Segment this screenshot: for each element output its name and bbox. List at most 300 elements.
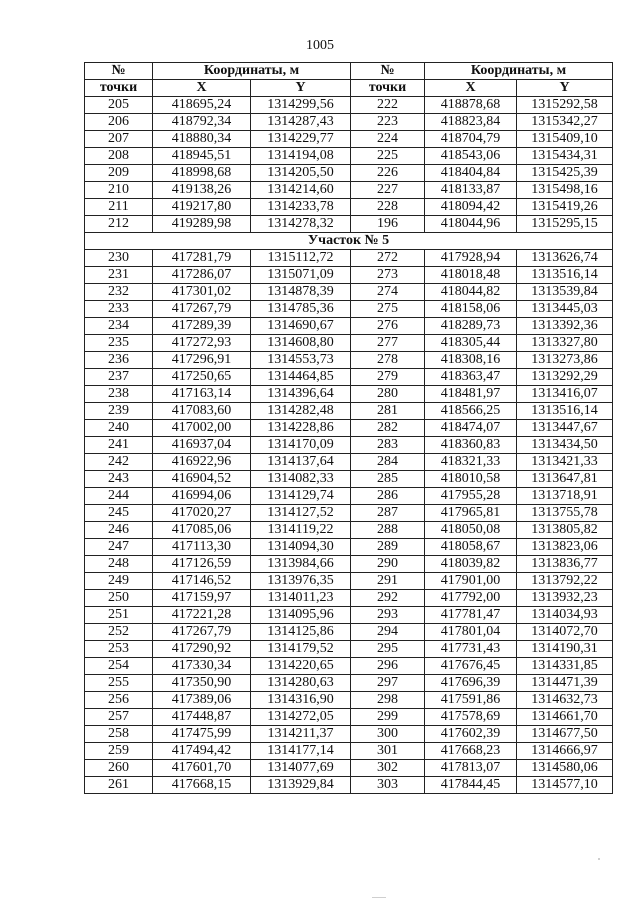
point-num-right: 273 xyxy=(351,267,425,284)
point-num-left: 247 xyxy=(85,539,153,556)
y-coord-left: 1313984,66 xyxy=(251,556,351,573)
point-num-left: 209 xyxy=(85,165,153,182)
header-coords-right: Координаты, м xyxy=(425,63,613,80)
x-coord-left: 417494,42 xyxy=(153,743,251,760)
x-coord-left: 417475,99 xyxy=(153,726,251,743)
point-num-left: 205 xyxy=(85,97,153,114)
point-num-right: 301 xyxy=(351,743,425,760)
header-points-right: точки xyxy=(351,80,425,97)
point-num-left: 252 xyxy=(85,624,153,641)
x-coord-right: 418474,07 xyxy=(425,420,517,437)
y-coord-right: 1314034,93 xyxy=(517,607,613,624)
y-coord-right: 1313445,03 xyxy=(517,301,613,318)
point-num-right: 280 xyxy=(351,386,425,403)
point-num-right: 222 xyxy=(351,97,425,114)
section-divider xyxy=(85,233,613,250)
rows-after-section xyxy=(85,250,613,794)
x-coord-left: 417330,34 xyxy=(153,658,251,675)
y-coord-right: 1315419,26 xyxy=(517,199,613,216)
y-coord-left: 1314553,73 xyxy=(251,352,351,369)
table-row xyxy=(85,182,613,199)
point-num-right: 275 xyxy=(351,301,425,318)
point-num-right: 276 xyxy=(351,318,425,335)
y-coord-right: 1313516,14 xyxy=(517,267,613,284)
table-header xyxy=(85,63,613,97)
table-row xyxy=(85,148,613,165)
point-num-left: 250 xyxy=(85,590,153,607)
y-coord-left: 1314278,32 xyxy=(251,216,351,233)
point-num-right: 225 xyxy=(351,148,425,165)
x-coord-left: 417296,91 xyxy=(153,352,251,369)
y-coord-left: 1314220,65 xyxy=(251,658,351,675)
x-coord-right: 417602,39 xyxy=(425,726,517,743)
point-num-right: 300 xyxy=(351,726,425,743)
point-num-right: 284 xyxy=(351,454,425,471)
table-row xyxy=(85,641,613,658)
x-coord-right: 417928,94 xyxy=(425,250,517,267)
point-num-right: 282 xyxy=(351,420,425,437)
x-coord-right: 417901,00 xyxy=(425,573,517,590)
y-coord-left: 1314785,36 xyxy=(251,301,351,318)
y-coord-left: 1314464,85 xyxy=(251,369,351,386)
y-coord-right: 1315409,10 xyxy=(517,131,613,148)
table-row xyxy=(85,369,613,386)
table-row xyxy=(85,165,613,182)
point-num-right: 297 xyxy=(351,675,425,692)
section-row xyxy=(85,233,613,250)
point-num-right: 287 xyxy=(351,505,425,522)
y-coord-right: 1315292,58 xyxy=(517,97,613,114)
point-num-right: 294 xyxy=(351,624,425,641)
x-coord-left: 417290,92 xyxy=(153,641,251,658)
y-coord-right: 1314471,39 xyxy=(517,675,613,692)
y-coord-left: 1314095,96 xyxy=(251,607,351,624)
table-row xyxy=(85,454,613,471)
x-coord-left: 417085,06 xyxy=(153,522,251,539)
x-coord-right: 417955,28 xyxy=(425,488,517,505)
point-num-left: 206 xyxy=(85,114,153,131)
point-num-right: 274 xyxy=(351,284,425,301)
table-row xyxy=(85,556,613,573)
point-num-left: 253 xyxy=(85,641,153,658)
x-coord-left: 417163,14 xyxy=(153,386,251,403)
y-coord-right: 1313626,74 xyxy=(517,250,613,267)
x-coord-left: 417448,87 xyxy=(153,709,251,726)
x-coord-right: 418363,47 xyxy=(425,369,517,386)
point-num-right: 283 xyxy=(351,437,425,454)
x-coord-right: 418481,97 xyxy=(425,386,517,403)
x-coord-right: 418566,25 xyxy=(425,403,517,420)
table-row xyxy=(85,692,613,709)
y-coord-right: 1313823,06 xyxy=(517,539,613,556)
table-row xyxy=(85,250,613,267)
point-num-right: 277 xyxy=(351,335,425,352)
table-row xyxy=(85,573,613,590)
point-num-left: 248 xyxy=(85,556,153,573)
y-coord-left: 1314170,09 xyxy=(251,437,351,454)
header-num-right: № xyxy=(351,63,425,80)
y-coord-right: 1314677,50 xyxy=(517,726,613,743)
point-num-right: 196 xyxy=(351,216,425,233)
x-coord-right: 418289,73 xyxy=(425,318,517,335)
point-num-right: 295 xyxy=(351,641,425,658)
y-coord-right: 1314580,06 xyxy=(517,760,613,777)
header-y-right: Y xyxy=(517,80,613,97)
y-coord-left: 1314299,56 xyxy=(251,97,351,114)
point-num-right: 302 xyxy=(351,760,425,777)
table-row xyxy=(85,386,613,403)
x-coord-right: 418543,06 xyxy=(425,148,517,165)
x-coord-right: 417844,45 xyxy=(425,777,517,794)
y-coord-left: 1314214,60 xyxy=(251,182,351,199)
y-coord-left: 1314179,52 xyxy=(251,641,351,658)
x-coord-left: 416922,96 xyxy=(153,454,251,471)
y-coord-left: 1314129,74 xyxy=(251,488,351,505)
x-coord-left: 417159,97 xyxy=(153,590,251,607)
x-coord-left: 417267,79 xyxy=(153,301,251,318)
header-x-left: X xyxy=(153,80,251,97)
point-num-right: 303 xyxy=(351,777,425,794)
y-coord-left: 1314011,23 xyxy=(251,590,351,607)
point-num-left: 241 xyxy=(85,437,153,454)
header-row-1 xyxy=(85,63,613,80)
y-coord-right: 1313292,29 xyxy=(517,369,613,386)
point-num-left: 257 xyxy=(85,709,153,726)
point-num-right: 278 xyxy=(351,352,425,369)
table-row xyxy=(85,301,613,318)
y-coord-left: 1314690,67 xyxy=(251,318,351,335)
x-coord-left: 418695,24 xyxy=(153,97,251,114)
table-row xyxy=(85,777,613,794)
table-row xyxy=(85,114,613,131)
x-coord-left: 419217,80 xyxy=(153,199,251,216)
y-coord-left: 1314282,48 xyxy=(251,403,351,420)
header-y-left: Y xyxy=(251,80,351,97)
header-num-left: № xyxy=(85,63,153,80)
table-row xyxy=(85,743,613,760)
y-coord-left: 1314878,39 xyxy=(251,284,351,301)
x-coord-right: 417676,45 xyxy=(425,658,517,675)
point-num-right: 298 xyxy=(351,692,425,709)
point-num-left: 256 xyxy=(85,692,153,709)
y-coord-left: 1314280,63 xyxy=(251,675,351,692)
point-num-left: 249 xyxy=(85,573,153,590)
point-num-left: 255 xyxy=(85,675,153,692)
x-coord-right: 418308,16 xyxy=(425,352,517,369)
y-coord-left: 1314177,14 xyxy=(251,743,351,760)
x-coord-left: 417601,70 xyxy=(153,760,251,777)
x-coord-left: 417083,60 xyxy=(153,403,251,420)
x-coord-right: 417965,81 xyxy=(425,505,517,522)
y-coord-left: 1314119,22 xyxy=(251,522,351,539)
table-row xyxy=(85,488,613,505)
x-coord-left: 417113,30 xyxy=(153,539,251,556)
x-coord-left: 417020,27 xyxy=(153,505,251,522)
y-coord-right: 1313836,77 xyxy=(517,556,613,573)
x-coord-left: 418945,51 xyxy=(153,148,251,165)
point-num-left: 236 xyxy=(85,352,153,369)
y-coord-right: 1313932,23 xyxy=(517,590,613,607)
point-num-left: 211 xyxy=(85,199,153,216)
y-coord-left: 1313929,84 xyxy=(251,777,351,794)
table-row xyxy=(85,675,613,692)
y-coord-right: 1313327,80 xyxy=(517,335,613,352)
point-num-left: 233 xyxy=(85,301,153,318)
y-coord-right: 1313447,67 xyxy=(517,420,613,437)
point-num-left: 237 xyxy=(85,369,153,386)
point-num-right: 227 xyxy=(351,182,425,199)
y-coord-right: 1313416,07 xyxy=(517,386,613,403)
x-coord-right: 417696,39 xyxy=(425,675,517,692)
point-num-left: 242 xyxy=(85,454,153,471)
x-coord-right: 418018,48 xyxy=(425,267,517,284)
y-coord-left: 1314127,52 xyxy=(251,505,351,522)
point-num-left: 235 xyxy=(85,335,153,352)
y-coord-right: 1315342,27 xyxy=(517,114,613,131)
x-coord-right: 418044,82 xyxy=(425,284,517,301)
x-coord-right: 418050,08 xyxy=(425,522,517,539)
y-coord-left: 1315071,09 xyxy=(251,267,351,284)
point-num-right: 286 xyxy=(351,488,425,505)
y-coord-right: 1313539,84 xyxy=(517,284,613,301)
y-coord-right: 1314190,31 xyxy=(517,641,613,658)
point-num-left: 232 xyxy=(85,284,153,301)
section-title: Участок № 5 xyxy=(85,233,613,250)
y-coord-right: 1313434,50 xyxy=(517,437,613,454)
table-row xyxy=(85,624,613,641)
x-coord-left: 417146,52 xyxy=(153,573,251,590)
point-num-left: 239 xyxy=(85,403,153,420)
x-coord-left: 417250,65 xyxy=(153,369,251,386)
point-num-right: 292 xyxy=(351,590,425,607)
table-row xyxy=(85,607,613,624)
table-row xyxy=(85,760,613,777)
table-row xyxy=(85,437,613,454)
point-num-right: 290 xyxy=(351,556,425,573)
point-num-left: 231 xyxy=(85,267,153,284)
x-coord-left: 416937,04 xyxy=(153,437,251,454)
table-row xyxy=(85,284,613,301)
x-coord-right: 417668,23 xyxy=(425,743,517,760)
x-coord-left: 417301,02 xyxy=(153,284,251,301)
y-coord-right: 1313421,33 xyxy=(517,454,613,471)
y-coord-right: 1313805,82 xyxy=(517,522,613,539)
table-row xyxy=(85,318,613,335)
y-coord-left: 1314233,78 xyxy=(251,199,351,216)
point-num-right: 281 xyxy=(351,403,425,420)
x-coord-left: 416994,06 xyxy=(153,488,251,505)
y-coord-left: 1314211,37 xyxy=(251,726,351,743)
y-coord-left: 1313976,35 xyxy=(251,573,351,590)
x-coord-left: 418792,34 xyxy=(153,114,251,131)
x-coord-right: 418321,33 xyxy=(425,454,517,471)
header-x-right: X xyxy=(425,80,517,97)
y-coord-right: 1313755,78 xyxy=(517,505,613,522)
table-row xyxy=(85,97,613,114)
point-num-left: 261 xyxy=(85,777,153,794)
x-coord-left: 416904,52 xyxy=(153,471,251,488)
x-coord-right: 417801,04 xyxy=(425,624,517,641)
coordinates-table xyxy=(84,62,613,794)
y-coord-left: 1314125,86 xyxy=(251,624,351,641)
y-coord-left: 1315112,72 xyxy=(251,250,351,267)
x-coord-right: 418094,42 xyxy=(425,199,517,216)
x-coord-left: 417221,28 xyxy=(153,607,251,624)
y-coord-left: 1314229,77 xyxy=(251,131,351,148)
x-coord-left: 419289,98 xyxy=(153,216,251,233)
x-coord-right: 417792,00 xyxy=(425,590,517,607)
y-coord-left: 1314205,50 xyxy=(251,165,351,182)
point-num-left: 254 xyxy=(85,658,153,675)
x-coord-right: 417813,07 xyxy=(425,760,517,777)
y-coord-left: 1314094,30 xyxy=(251,539,351,556)
point-num-left: 258 xyxy=(85,726,153,743)
y-coord-right: 1314632,73 xyxy=(517,692,613,709)
x-coord-left: 417389,06 xyxy=(153,692,251,709)
y-coord-left: 1314194,08 xyxy=(251,148,351,165)
point-num-right: 288 xyxy=(351,522,425,539)
x-coord-right: 417578,69 xyxy=(425,709,517,726)
point-num-right: 293 xyxy=(351,607,425,624)
table-row xyxy=(85,420,613,437)
point-num-left: 260 xyxy=(85,760,153,777)
table-row xyxy=(85,335,613,352)
point-num-left: 240 xyxy=(85,420,153,437)
y-coord-right: 1314666,97 xyxy=(517,743,613,760)
x-coord-left: 417668,15 xyxy=(153,777,251,794)
point-num-left: 234 xyxy=(85,318,153,335)
y-coord-left: 1314137,64 xyxy=(251,454,351,471)
point-num-right: 285 xyxy=(351,471,425,488)
x-coord-right: 418039,82 xyxy=(425,556,517,573)
point-num-right: 272 xyxy=(351,250,425,267)
x-coord-left: 417281,79 xyxy=(153,250,251,267)
y-coord-right: 1313647,81 xyxy=(517,471,613,488)
x-coord-right: 418360,83 xyxy=(425,437,517,454)
x-coord-right: 417731,43 xyxy=(425,641,517,658)
point-num-left: 246 xyxy=(85,522,153,539)
y-coord-left: 1314287,43 xyxy=(251,114,351,131)
page-number: 1005 xyxy=(306,38,334,53)
x-coord-right: 418044,96 xyxy=(425,216,517,233)
x-coord-right: 418305,44 xyxy=(425,335,517,352)
y-coord-right: 1314661,70 xyxy=(517,709,613,726)
x-coord-right: 418133,87 xyxy=(425,182,517,199)
table-row xyxy=(85,131,613,148)
point-num-left: 238 xyxy=(85,386,153,403)
table-row xyxy=(85,590,613,607)
scan-speck xyxy=(372,897,386,898)
x-coord-left: 419138,26 xyxy=(153,182,251,199)
y-coord-left: 1314228,86 xyxy=(251,420,351,437)
x-coord-right: 418878,68 xyxy=(425,97,517,114)
x-coord-right: 418158,06 xyxy=(425,301,517,318)
point-num-right: 226 xyxy=(351,165,425,182)
point-num-right: 299 xyxy=(351,709,425,726)
table-row xyxy=(85,216,613,233)
x-coord-left: 417286,07 xyxy=(153,267,251,284)
x-coord-left: 417126,59 xyxy=(153,556,251,573)
point-num-left: 212 xyxy=(85,216,153,233)
point-num-left: 259 xyxy=(85,743,153,760)
y-coord-right: 1313718,91 xyxy=(517,488,613,505)
point-num-left: 207 xyxy=(85,131,153,148)
y-coord-left: 1314077,69 xyxy=(251,760,351,777)
header-coords-left: Координаты, м xyxy=(153,63,351,80)
y-coord-left: 1314082,33 xyxy=(251,471,351,488)
x-coord-right: 418704,79 xyxy=(425,131,517,148)
point-num-right: 291 xyxy=(351,573,425,590)
y-coord-right: 1314577,10 xyxy=(517,777,613,794)
x-coord-left: 417350,90 xyxy=(153,675,251,692)
y-coord-right: 1313516,14 xyxy=(517,403,613,420)
table-row xyxy=(85,352,613,369)
table-row xyxy=(85,709,613,726)
table-row xyxy=(85,726,613,743)
y-coord-right: 1313273,86 xyxy=(517,352,613,369)
point-num-left: 230 xyxy=(85,250,153,267)
point-num-left: 243 xyxy=(85,471,153,488)
y-coord-right: 1315295,15 xyxy=(517,216,613,233)
x-coord-right: 418823,84 xyxy=(425,114,517,131)
x-coord-right: 417781,47 xyxy=(425,607,517,624)
x-coord-left: 417002,00 xyxy=(153,420,251,437)
point-num-right: 296 xyxy=(351,658,425,675)
point-num-left: 210 xyxy=(85,182,153,199)
table-row xyxy=(85,522,613,539)
point-num-left: 245 xyxy=(85,505,153,522)
table-row xyxy=(85,267,613,284)
table-row xyxy=(85,505,613,522)
point-num-left: 244 xyxy=(85,488,153,505)
y-coord-right: 1313792,22 xyxy=(517,573,613,590)
y-coord-left: 1314608,80 xyxy=(251,335,351,352)
table-row xyxy=(85,658,613,675)
y-coord-left: 1314272,05 xyxy=(251,709,351,726)
point-num-left: 251 xyxy=(85,607,153,624)
x-coord-left: 418998,68 xyxy=(153,165,251,182)
table-row xyxy=(85,539,613,556)
point-num-right: 289 xyxy=(351,539,425,556)
x-coord-right: 417591,86 xyxy=(425,692,517,709)
y-coord-right: 1315498,16 xyxy=(517,182,613,199)
x-coord-left: 418880,34 xyxy=(153,131,251,148)
point-num-right: 223 xyxy=(351,114,425,131)
y-coord-right: 1314072,70 xyxy=(517,624,613,641)
point-num-left: 208 xyxy=(85,148,153,165)
y-coord-right: 1315425,39 xyxy=(517,165,613,182)
x-coord-left: 417272,93 xyxy=(153,335,251,352)
rows-before-section xyxy=(85,97,613,233)
point-num-right: 228 xyxy=(351,199,425,216)
y-coord-right: 1315434,31 xyxy=(517,148,613,165)
x-coord-left: 417267,79 xyxy=(153,624,251,641)
table-row xyxy=(85,471,613,488)
x-coord-right: 418010,58 xyxy=(425,471,517,488)
x-coord-right: 418404,84 xyxy=(425,165,517,182)
point-num-right: 279 xyxy=(351,369,425,386)
header-points-left: точки xyxy=(85,80,153,97)
x-coord-right: 418058,67 xyxy=(425,539,517,556)
y-coord-right: 1314331,85 xyxy=(517,658,613,675)
y-coord-right: 1313392,36 xyxy=(517,318,613,335)
table-row xyxy=(85,403,613,420)
table-row xyxy=(85,199,613,216)
y-coord-left: 1314316,90 xyxy=(251,692,351,709)
y-coord-left: 1314396,64 xyxy=(251,386,351,403)
x-coord-left: 417289,39 xyxy=(153,318,251,335)
scan-speck xyxy=(598,858,600,860)
